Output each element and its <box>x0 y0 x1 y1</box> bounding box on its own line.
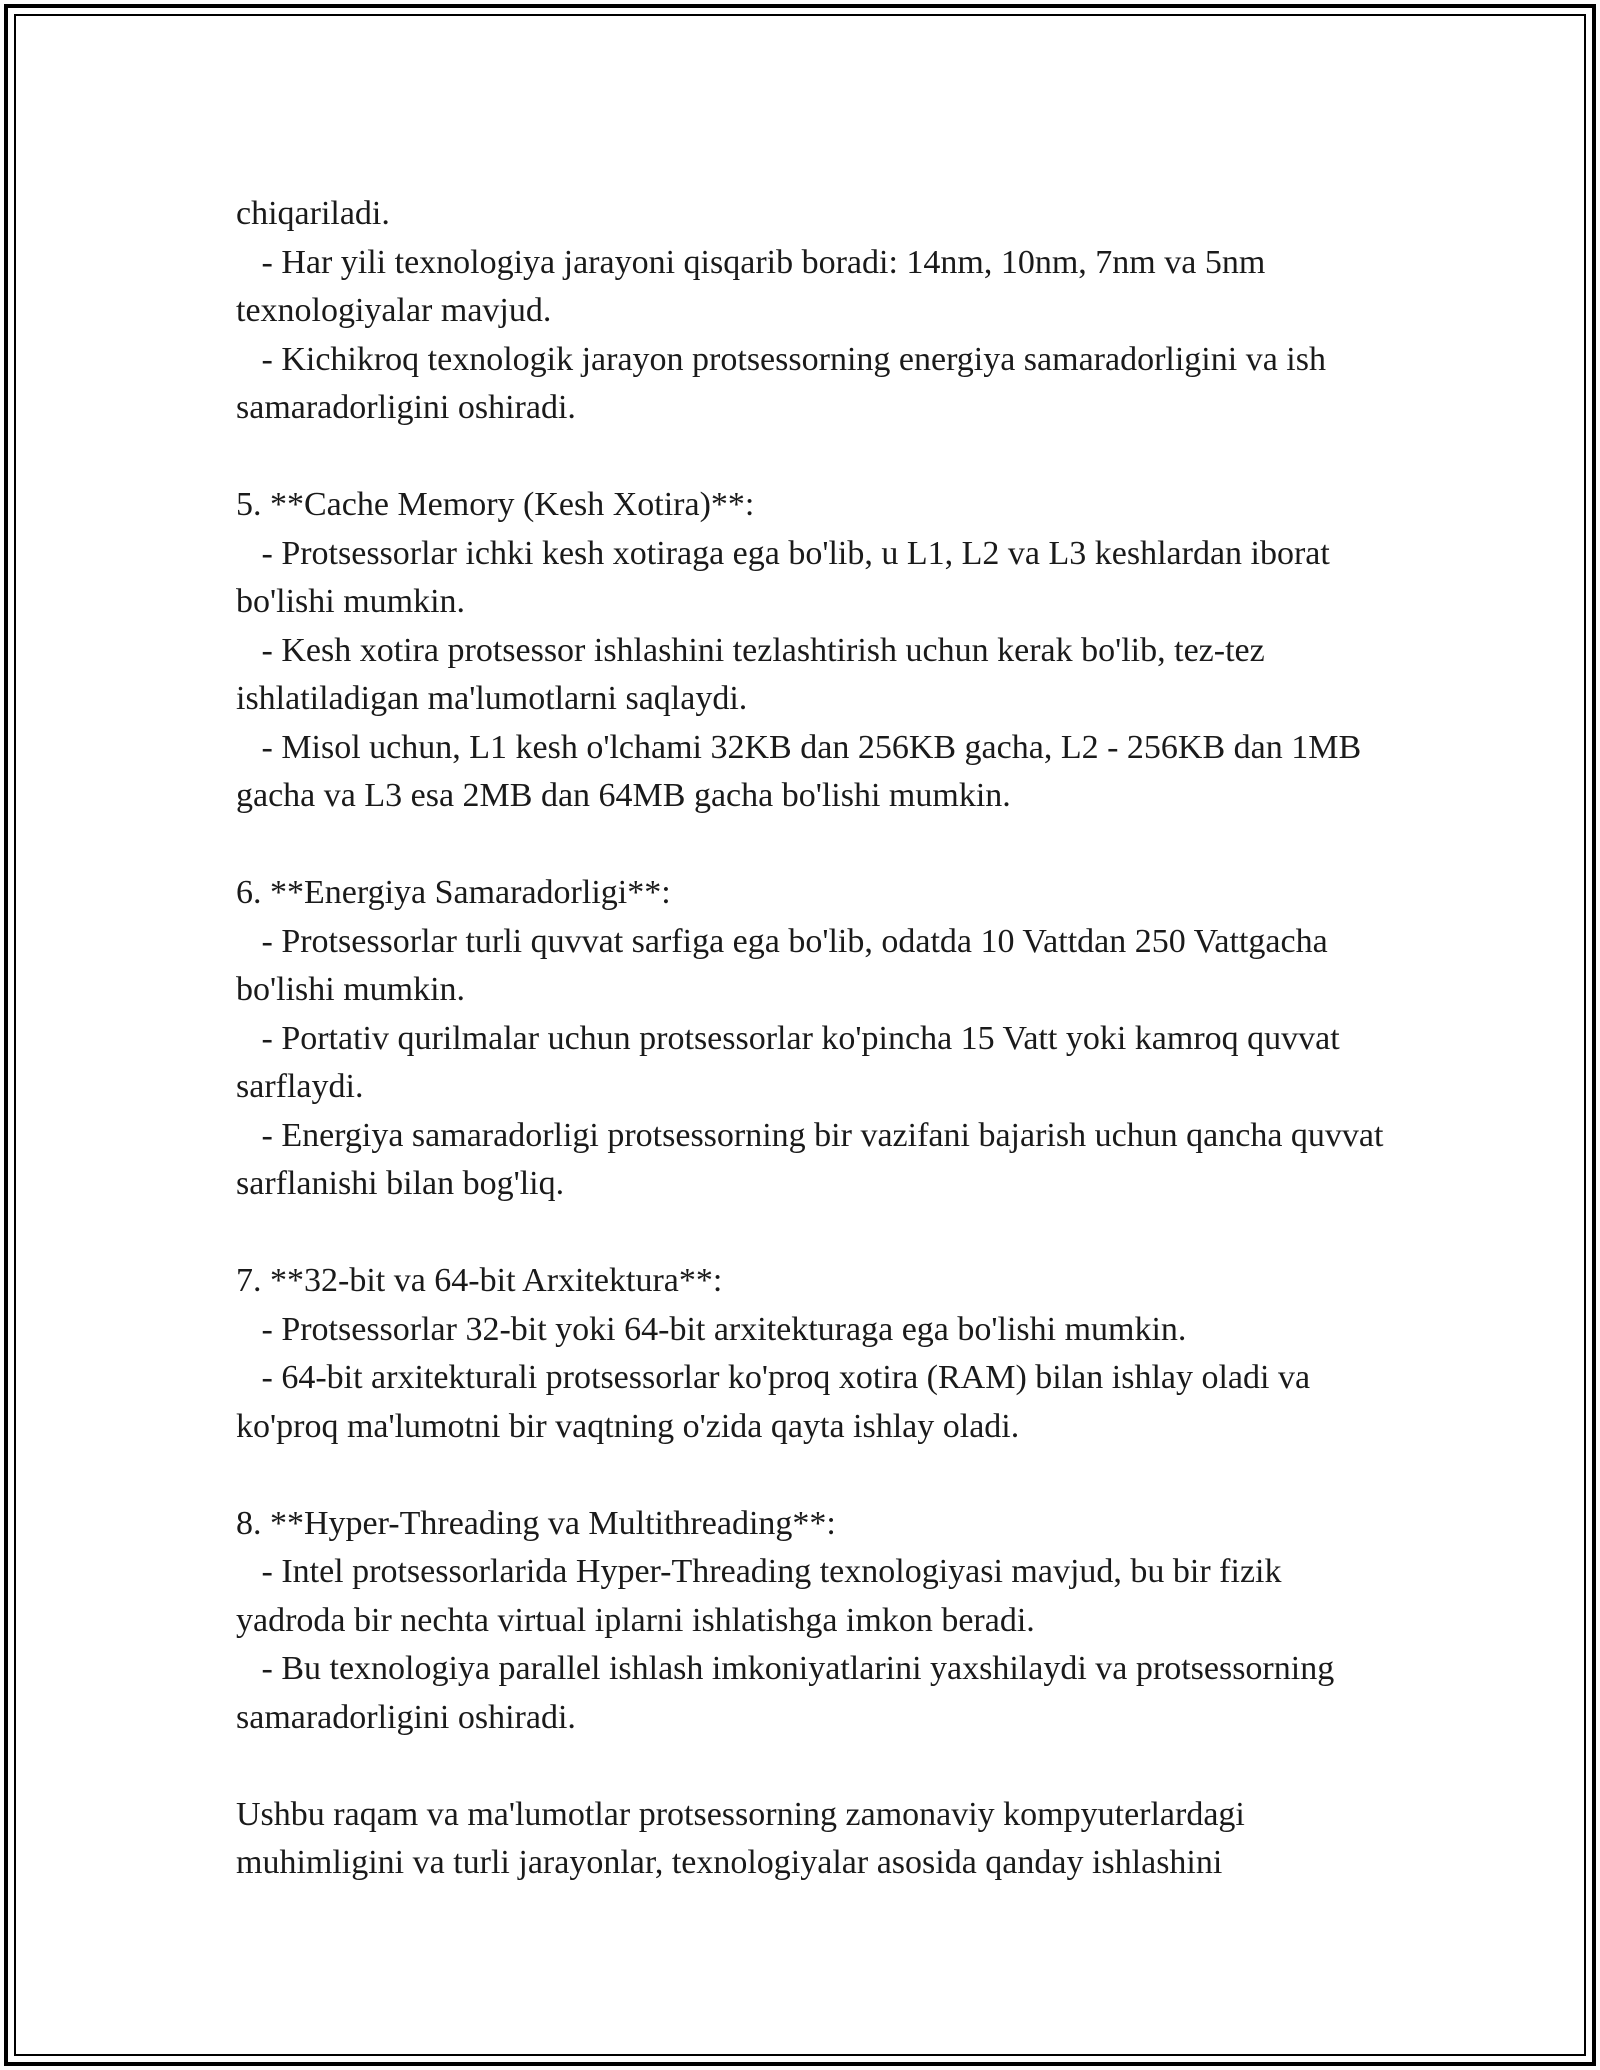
paragraph: chiqariladi. <box>236 195 390 232</box>
blank-line <box>236 1209 1386 1258</box>
blank-line <box>236 1451 1386 1500</box>
paragraph: - Protsessorlar 32-bit yoki 64-bit arxitekturaga ega bo'lishi mumkin. <box>236 1310 1187 1348</box>
blank-line <box>236 1742 1386 1791</box>
paragraph: - Har yili texnologiya jarayoni qisqarib boradi: 14nm, 10nm, 7nm va 5nm texnologiyalar mavjud. <box>236 243 1274 329</box>
document-body <box>236 190 1392 1888</box>
paragraph: 6. **Energiya Samaradorligi**: <box>236 874 671 911</box>
paragraph: - Misol uchun, L1 kesh o'lchami 32KB dan 256KB gacha, L2 - 256KB dan 1MB gacha va L3 esa 2MB dan 64MB gacha bo'lishi mumkin. <box>236 728 1370 814</box>
blank-line <box>236 433 1386 482</box>
paragraph: 8. **Hyper-Threading va Multithreading**: <box>236 1504 836 1542</box>
paragraph: - Portativ qurilmalar uchun protsessorlar ko'pincha 15 Vatt yoki kamroq quvvat sarflaydi. <box>236 1019 1349 1105</box>
paragraph: 5. **Cache Memory (Kesh Xotira)**: <box>236 486 755 523</box>
paragraph: - Protsessorlar ichki kesh xotiraga ega bo'lib, u L1, L2 va L3 keshlardan iborat bo'lishi mumkin. <box>236 534 1339 620</box>
paragraph: - Energiya samaradorligi protsessorning bir vazifani bajarish uchun qancha quvvat sarflanishi bilan bog'liq. <box>236 1116 1392 1202</box>
paragraph: 7. **32-bit va 64-bit Arxitektura**: <box>236 1262 723 1299</box>
paragraph: - Kesh xotira protsessor ishlashini tezlashtirish uchun kerak bo'lib, tez-tez ishlatiladigan ma'lumotlarni saqlaydi. <box>236 631 1274 717</box>
paragraph: Ushbu raqam va ma'lumotlar protsessorning zamonaviy kompyuterlardagi muhimligini va turli jarayonlar, texnologiyalar asosida qanday ishlashini <box>236 1795 1254 1881</box>
paragraph: - Bu texnologiya parallel ishlash imkoniyatlarini yaxshilaydi va protsessorning samaradorligini oshiradi. <box>236 1650 1343 1736</box>
paragraph: - Kichikroq texnologik jarayon protsessorning energiya samaradorligini va ish samaradorligini oshiradi. <box>236 340 1335 426</box>
paragraph: - Intel protsessorlarida Hyper-Threading texnologiyasi mavjud, bu bir fizik yadroda bir nechta virtual iplarni ishlatishga imkon beradi. <box>236 1553 1290 1639</box>
paragraph: - 64-bit arxitekturali protsessorlar ko'proq xotira (RAM) bilan ishlay oladi va ko'proq ma'lumotni bir vaqtning o'zida qayta ishlay oladi. <box>236 1359 1319 1445</box>
paragraph: - Protsessorlar turli quvvat sarfiga ega bo'lib, odatda 10 Vattdan 250 Vattgacha bo'lishi mumkin. <box>236 922 1337 1008</box>
blank-line <box>236 821 1386 870</box>
